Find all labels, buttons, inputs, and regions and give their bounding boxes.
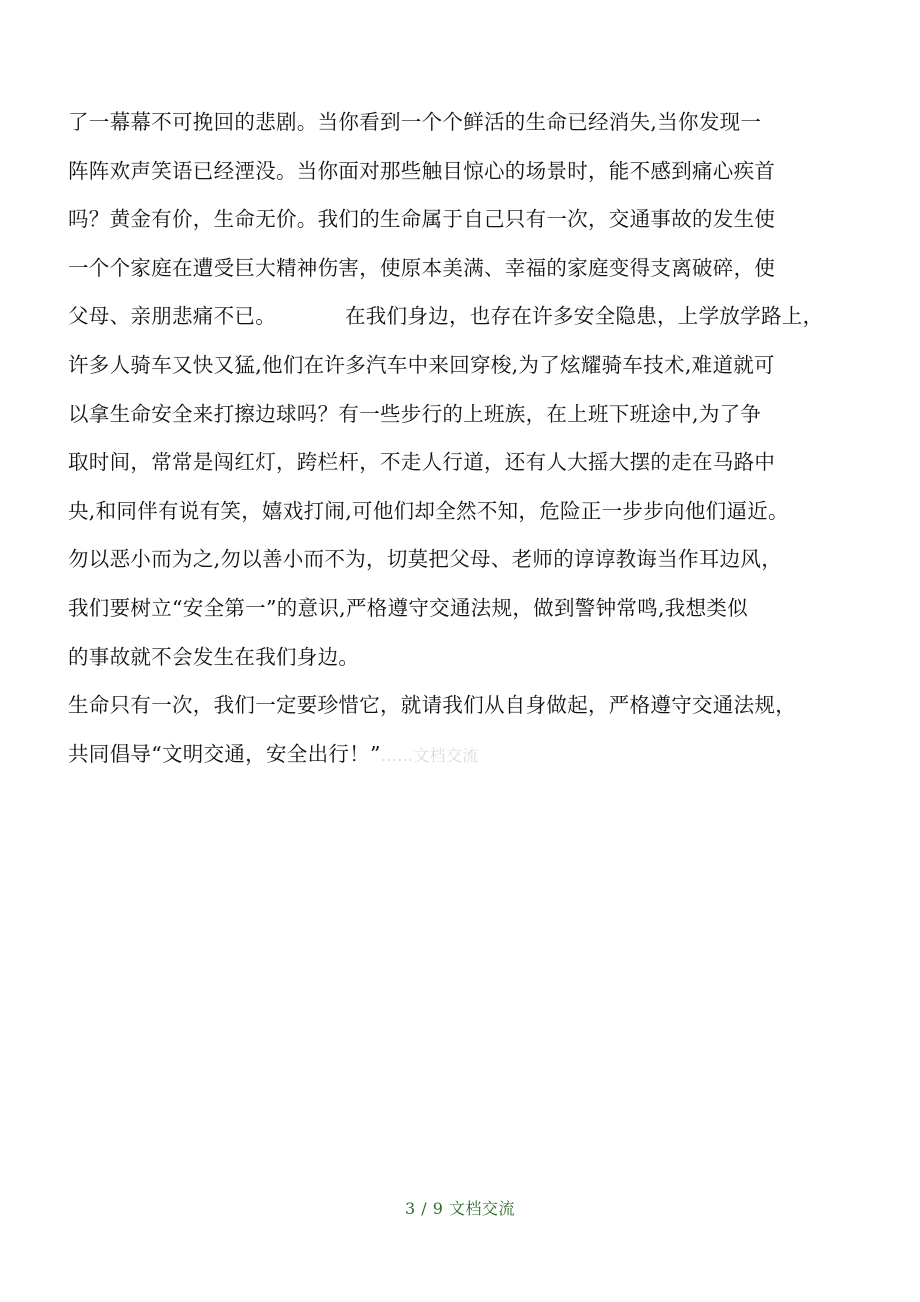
text-line — [68, 588, 868, 637]
watermark-text: ……文档交流 — [380, 745, 479, 765]
text-line — [68, 394, 868, 443]
page-number-label: 3 / 9 文档交流 — [404, 1199, 515, 1218]
text-line-content: 取时间，常常是闯红灯，跨栏杆，不走人行道，还有人大摇大摆的走在马路中 — [68, 450, 776, 475]
text-line — [68, 442, 868, 491]
text-line — [68, 199, 868, 248]
text-line-content: 生命只有一次，我们一定要珍惜它，就请我们从自身做起，严格遵守交通法规， — [68, 693, 796, 718]
text-line — [68, 345, 868, 394]
text-line-content: 以拿生命安全来打擦边球吗？有一些步行的上班族，在上班下班途中,为了争 — [68, 401, 762, 426]
text-line — [68, 685, 868, 734]
text-line — [68, 296, 868, 345]
text-line — [68, 491, 868, 540]
text-line-content: 一个个家庭在遭受巨大精神伤害，使原本美满、幸福的家庭变得支离破碎，使 — [68, 255, 776, 280]
text-line-content: 阵阵欢声笑语已经湮没。当你面对那些触目惊心的场景时，能不感到痛心疾首 — [68, 158, 776, 183]
text-line — [68, 637, 868, 686]
document-body — [68, 102, 868, 782]
text-line-content: 在我们身边，也存在许多安全隐患，上学放学路上， — [345, 304, 824, 329]
text-line-content: 共同倡导“文明交通，安全出行！” — [68, 741, 381, 766]
text-line-content: 的事故就不会发生在我们身边。 — [68, 644, 360, 669]
text-line-content: 我们要树立“安全第一”的意识,严格遵守交通法规，做到警钟常鸣,我想类似 — [68, 595, 748, 620]
text-line-content: 央,和同伴有说有笑，嬉戏打闹,可他们却全然不知，危险正一步步向他们逼近。 — [68, 498, 789, 523]
text-line — [68, 102, 868, 151]
text-line-content: 吗？黄金有价，生命无价。我们的生命属于自己只有一次，交通事故的发生使 — [68, 207, 776, 232]
text-line-content: 父母、亲朋悲痛不已。 — [68, 304, 276, 329]
text-line — [68, 539, 868, 588]
text-line — [68, 734, 868, 783]
text-line-content: 勿以恶小而为之,勿以善小而不为，切莫把父母、老师的谆谆教诲当作耳边风， — [68, 547, 783, 572]
text-line — [68, 248, 868, 297]
text-line — [68, 151, 868, 200]
text-line-content: 了一幕幕不可挽回的悲剧。当你看到一个个鲜活的生命已经消失,当你发现一 — [68, 110, 762, 134]
text-line-content: 许多人骑车又快又猛,他们在许多汽车中来回穿梭,为了炫耀骑车技术,难道就可 — [68, 352, 775, 377]
page-footer — [0, 1196, 920, 1219]
